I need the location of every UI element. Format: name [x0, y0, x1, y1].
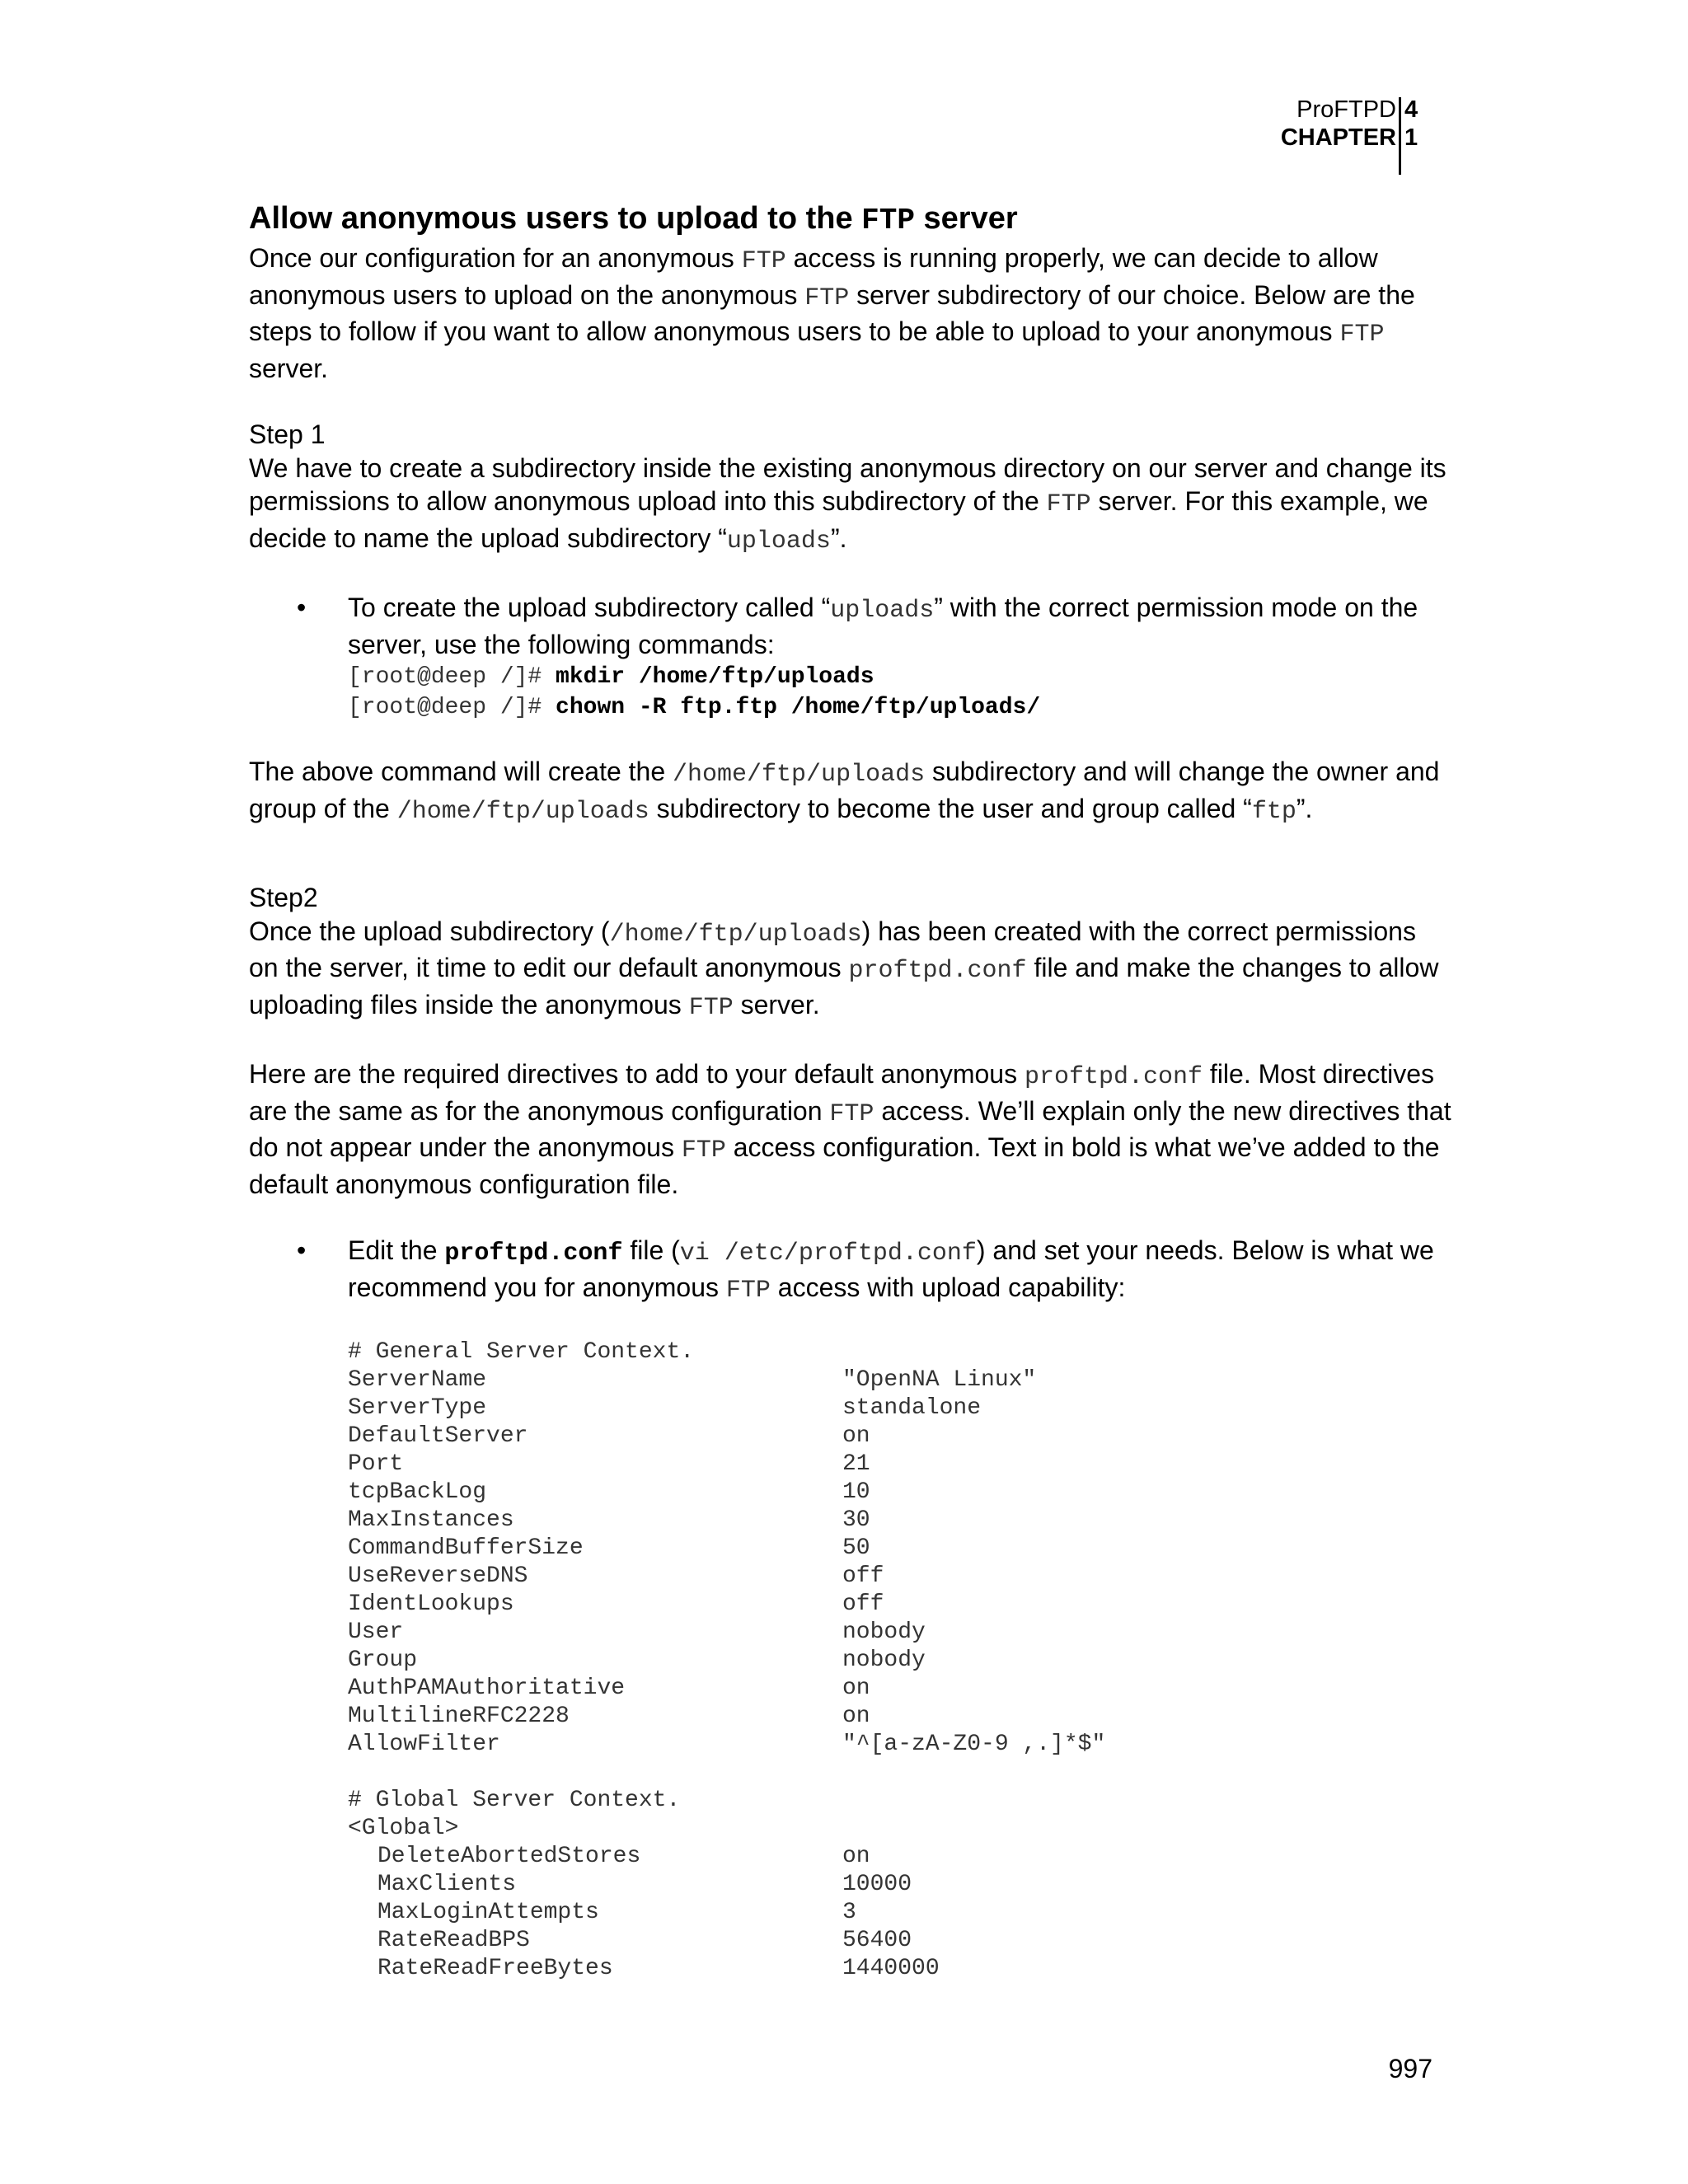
directive-name: DefaultServer — [348, 1423, 528, 1449]
config-global-open: <Global> — [348, 1816, 459, 1841]
config-directive-row — [348, 1647, 1452, 1675]
directive-value: on — [842, 1844, 870, 1869]
config-directive-row — [348, 1955, 1452, 1983]
command-line-1: [root@deep /]# mkdir /home/ftp/uploads — [348, 664, 874, 690]
heading-code: FTP — [861, 204, 915, 237]
header-book-title: ProFTPD — [1296, 96, 1396, 123]
directive-value: "OpenNA Linux" — [842, 1367, 1037, 1393]
header-row-chapter — [1071, 124, 1432, 152]
directive-name: RateReadFreeBytes — [377, 1956, 613, 1981]
directive-value: 1440000 — [842, 1956, 940, 1981]
running-header — [1071, 96, 1432, 152]
directive-name: ServerName — [348, 1367, 487, 1393]
directive-name: MaxClients — [377, 1872, 517, 1897]
config-directive-row — [348, 1927, 1452, 1955]
directive-value: 30 — [842, 1507, 870, 1533]
header-book-number: 4 — [1404, 96, 1418, 123]
config-comment-global: # Global Server Context. — [348, 1788, 681, 1813]
intro-paragraph: Once our configuration for an anonymous FTP access is running properly, we can decide to allow anonymous users to upload on the anonymous FTP server subdirectory of our choice. Below are the steps to follow if you want to allow anonymous users to be able to upload to your anonymous FTP server. — [249, 243, 1415, 383]
directive-value: off — [842, 1591, 884, 1617]
config-directive-row — [348, 1843, 1452, 1871]
header-divider — [1399, 97, 1401, 175]
config-directive-row — [348, 1871, 1452, 1899]
explain-paragraph: The above command will create the /home/ftp/uploads subdirectory and will change the owner and group of the /home/ftp/uploads subdirectory to become the user and group called “ftp”. — [249, 757, 1440, 826]
directive-name: DeleteAbortedStores — [377, 1844, 641, 1869]
directive-value: "^[a-zA-Z0-9 ,.]*$" — [842, 1732, 1106, 1757]
config-directive-row — [348, 1366, 1452, 1394]
directive-value: off — [842, 1563, 884, 1589]
directive-name: UseReverseDNS — [348, 1563, 528, 1589]
directives-paragraph: Here are the required directives to add to your default anonymous proftpd.conf file. Most directives are the same as for the anonymous configuration FTP access. We’ll explain only the new directives that do not appear under the anonymous FTP access configuration. Text in bold is what we’ve added to the default anonymous configuration file. — [249, 1059, 1451, 1199]
header-row-book — [1071, 96, 1432, 124]
config-directive-row — [348, 1507, 1452, 1535]
page-body — [249, 198, 1452, 1983]
directive-name: MaxLoginAttempts — [377, 1900, 599, 1925]
directive-name: AuthPAMAuthoritative — [348, 1675, 626, 1701]
directive-value: nobody — [842, 1647, 926, 1673]
config-directive-row — [348, 1703, 1452, 1731]
directive-name: Port — [348, 1451, 404, 1477]
header-chapter-number: 1 — [1404, 124, 1418, 151]
bullet-icon: • — [297, 593, 307, 622]
directive-value: on — [842, 1704, 870, 1729]
directive-value: standalone — [842, 1395, 982, 1421]
directive-value: 56400 — [842, 1928, 912, 1953]
step1-label: Step 1 — [249, 419, 326, 449]
directive-name: AllowFilter — [348, 1732, 500, 1757]
config-global-section — [348, 1843, 1452, 1983]
config-comment-general: # General Server Context. — [348, 1339, 695, 1365]
directive-value: on — [842, 1675, 870, 1701]
directive-name: Group — [348, 1647, 418, 1673]
directive-value: 50 — [842, 1535, 870, 1561]
list-item: • Edit the proftpd.conf file (vi /etc/proftpd.conf) and set your needs. Below is what we recommend you for anonymous FTP access with upload capability: — [297, 1235, 1434, 1305]
section-heading — [249, 198, 1452, 241]
config-directive-row — [348, 1675, 1452, 1703]
heading-text: Allow anonymous users to upload to the — [249, 201, 862, 236]
config-general-section — [348, 1366, 1452, 1759]
directive-name: MultilineRFC2228 — [348, 1704, 570, 1729]
directive-name: CommandBufferSize — [348, 1535, 584, 1561]
directive-value: nobody — [842, 1619, 926, 1645]
config-directive-row — [348, 1731, 1452, 1759]
directive-name: IdentLookups — [348, 1591, 514, 1617]
list-item: • To create the upload subdirectory called “uploads” with the correct permission mode on the server, use the following commands: [root@deep /]# mkdir /home/ftp/uploads [root@deep /]# chown -R ftp.ftp /home/ftp/uploads/ — [249, 591, 1452, 722]
command-line-2: [root@deep /]# chown -R ftp.ftp /home/ftp/uploads/ — [348, 695, 1041, 720]
config-code-block — [348, 1338, 1452, 1983]
config-directive-row — [348, 1563, 1452, 1591]
directive-value: on — [842, 1423, 870, 1449]
directive-name: MaxInstances — [348, 1507, 514, 1533]
config-directive-row — [348, 1422, 1452, 1451]
directive-name: User — [348, 1619, 404, 1645]
page-number: 997 — [1388, 2054, 1432, 2083]
directive-name: RateReadBPS — [377, 1928, 530, 1953]
directive-name: tcpBackLog — [348, 1479, 487, 1505]
step1-paragraph: We have to create a subdirectory inside the existing anonymous directory on our server and change its permissions to allow anonymous upload into this subdirectory of the FTP server. For this example, we decide to name the upload subdirectory “uploads”. — [249, 452, 1447, 555]
config-directive-row — [348, 1619, 1452, 1647]
step1-bullets — [249, 591, 1452, 722]
directive-value: 10000 — [842, 1872, 912, 1897]
header-chapter-label: CHAPTER — [1280, 124, 1396, 151]
directive-value: 3 — [842, 1900, 856, 1925]
directive-value: 21 — [842, 1451, 870, 1477]
config-directive-row — [348, 1394, 1452, 1422]
step2-paragraph: Once the upload subdirectory (/home/ftp/uploads) has been created with the correct permissions on the server, it time to edit our default anonymous proftpd.conf file and make the changes to allow uploading files inside the anonymous FTP server. — [249, 916, 1439, 1022]
bullet-icon: • — [297, 1235, 307, 1265]
heading-text-end: server — [914, 201, 1018, 236]
step2-label: Step2 — [249, 883, 318, 912]
step2-bullets — [249, 1234, 1452, 1307]
directive-value: 10 — [842, 1479, 870, 1505]
config-directive-row — [348, 1451, 1452, 1479]
config-directive-row — [348, 1591, 1452, 1619]
config-directive-row — [348, 1535, 1452, 1563]
config-directive-row — [348, 1479, 1452, 1507]
config-directive-row — [348, 1899, 1452, 1927]
directive-name: ServerType — [348, 1395, 487, 1421]
